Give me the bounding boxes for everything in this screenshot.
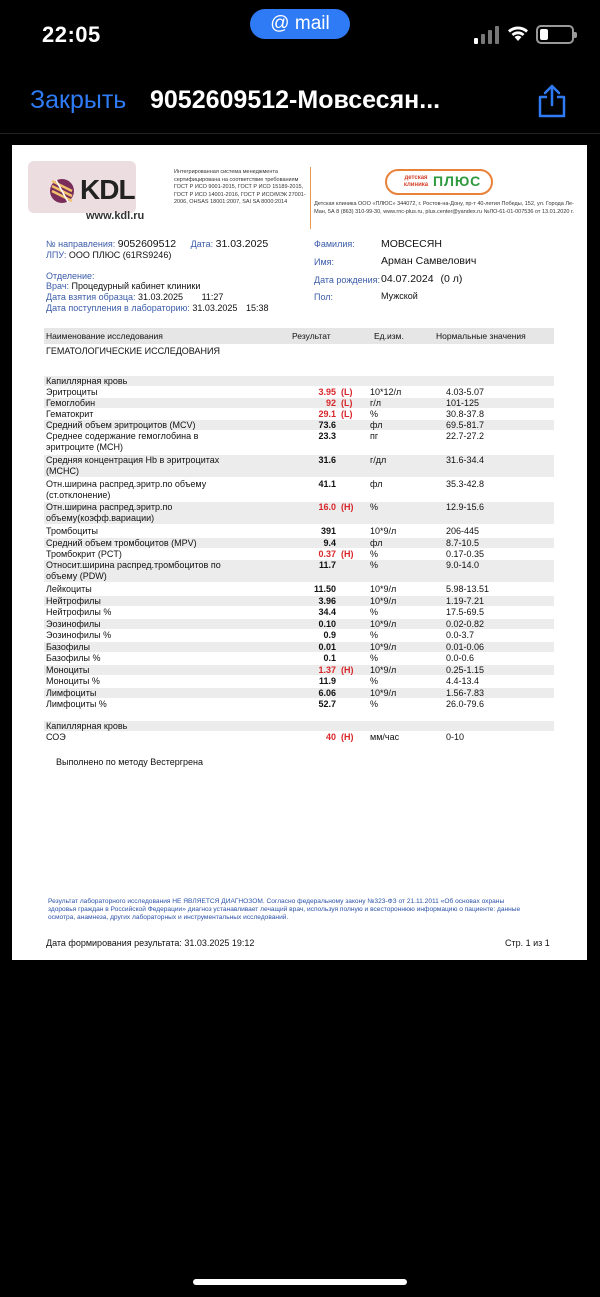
col-result: Результат	[292, 331, 331, 341]
test-name: Лимфоциты	[46, 688, 97, 698]
test-norm: 35.3-42.8	[446, 479, 485, 489]
table-row	[44, 607, 554, 617]
test-unit: 10*9/л	[370, 688, 397, 698]
table-row	[44, 398, 554, 408]
table-row	[44, 653, 554, 663]
table-row	[44, 387, 554, 397]
test-result: 0.10	[318, 619, 336, 629]
test-name: Базофилы %	[46, 653, 101, 663]
test-unit: %	[370, 676, 379, 686]
test-name: Гематокрит	[46, 409, 94, 419]
test-name: Гемоглобин	[46, 398, 96, 408]
referral-date: 31.03.2025	[215, 238, 269, 250]
test-result: 0.01	[318, 642, 336, 652]
test-unit: 10*9/л	[370, 526, 397, 536]
test-result: 23.3	[318, 431, 336, 441]
clinic-logo-big: ПЛЮС	[433, 173, 482, 189]
test-result: 29.1	[318, 409, 336, 419]
battery-icon	[536, 25, 574, 44]
kdl-logo-mark-icon	[48, 177, 76, 205]
test-unit: %	[370, 653, 379, 663]
test-flag: (H)	[341, 502, 354, 512]
dob-label: Дата рождения:	[314, 275, 380, 285]
col-norm: Нормальные значения	[436, 331, 526, 341]
sample-date-line: Дата взятия образца: 31.03.2025 11:27	[46, 292, 224, 302]
test-name: Эозинофилы %	[46, 630, 112, 640]
test-unit: %	[370, 607, 379, 617]
test-unit: 10*12/л	[370, 387, 402, 397]
test-norm: 206-445	[446, 526, 480, 536]
sex-label: Пол:	[314, 292, 334, 302]
clinic-logo-small: детская клиника	[403, 175, 429, 188]
test-norm: 0.01-0.06	[446, 642, 485, 652]
col-name: Наименование исследования	[46, 331, 163, 341]
test-unit: фл	[370, 479, 383, 489]
test-norm: 0.02-0.82	[446, 619, 485, 629]
name-label: Имя:	[314, 257, 335, 267]
test-name: Средняя концентрация Hb в эритроцитах (MCHC)	[46, 455, 220, 476]
table-row	[44, 502, 554, 524]
test-norm: 0.17-0.35	[446, 549, 485, 559]
test-result: 3.96	[318, 596, 336, 606]
test-norm: 9.0-14.0	[446, 560, 480, 570]
test-unit: фл	[370, 420, 383, 430]
test-result: 11.7	[318, 560, 336, 570]
test-name: Нейтрофилы	[46, 596, 101, 606]
test-unit: %	[370, 699, 379, 709]
mail-badge[interactable]: @ mail	[250, 9, 350, 39]
home-indicator[interactable]	[193, 1279, 407, 1285]
table-row	[44, 721, 554, 731]
test-unit: %	[370, 630, 379, 640]
table-row	[44, 619, 554, 629]
table-row	[44, 538, 554, 548]
test-norm: 8.7-10.5	[446, 538, 480, 548]
test-name: Нейтрофилы %	[46, 607, 112, 617]
test-name: Среднее содержание гемоглобина в эритроците (MCH)	[46, 431, 199, 452]
test-unit: г/дл	[370, 455, 387, 465]
close-button[interactable]: Закрыть	[30, 86, 127, 114]
test-name: Тромбокрит (PCT)	[46, 549, 122, 559]
test-norm: 1.19-7.21	[446, 596, 485, 606]
test-unit: 10*9/л	[370, 665, 397, 675]
test-name: Капиллярная кровь	[46, 376, 128, 386]
col-unit: Ед.изм.	[374, 331, 404, 341]
test-norm: 22.7-27.2	[446, 431, 485, 441]
share-icon[interactable]	[537, 84, 567, 118]
test-norm: 30.8-37.8	[446, 409, 485, 419]
table-row	[44, 420, 554, 430]
kdl-logo-text: KDL	[80, 174, 135, 205]
test-flag: (H)	[341, 549, 354, 559]
test-name: Относит.ширина распред.тромбоцитов по объему (PDW)	[46, 560, 221, 581]
test-unit: %	[370, 502, 379, 512]
test-unit: мм/час	[370, 732, 400, 742]
section-title: ГЕМАТОЛОГИЧЕСКИЕ ИССЛЕДОВАНИЯ	[46, 346, 220, 356]
test-unit: %	[370, 549, 379, 559]
test-unit: %	[370, 560, 379, 570]
test-name: Средний объем тромбоцитов (MPV)	[46, 538, 197, 548]
test-norm: 26.0-79.6	[446, 699, 485, 709]
status-time: 22:05	[42, 22, 101, 47]
table-row	[44, 376, 554, 386]
test-norm: 69.5-81.7	[446, 420, 485, 430]
document-title: 9052609512-Мовсесян...	[150, 86, 441, 114]
table-row	[44, 455, 554, 477]
test-norm: 4.4-13.4	[446, 676, 480, 686]
test-norm: 101-125	[446, 398, 480, 408]
test-name: СОЭ	[46, 732, 66, 742]
clinic-address: Детская клиника ООО «ПЛЮС» 344072, г. Ростов-на-Дону, пр-т 40-летия Победы, 152, ул. Города Ле-Ман, 5А 8 (863) 310-99-30, www.rnc-plus.ru, plus.center@yandex.ru №ЛО-61-01-007536 от 13.01.2020 г.	[314, 201, 574, 215]
test-result: 92	[325, 398, 336, 408]
lab-report-page	[12, 145, 587, 960]
test-unit: пг	[370, 431, 379, 441]
test-name: Отн.ширина распред.эритр.по объему (ст.отклонение)	[46, 479, 207, 500]
method-note: Выполнено по методу Вестергрена	[56, 757, 204, 767]
footer-page: Стр. 1 из 1	[505, 938, 550, 948]
patient-dob: 04.07.2024 (0 л)	[381, 273, 463, 285]
test-unit: 10*9/л	[370, 642, 397, 652]
test-norm: 12.9-15.6	[446, 502, 485, 512]
test-name: Средний объем эритроцитов (MCV)	[46, 420, 196, 430]
test-result: 0.37	[318, 549, 336, 559]
test-norm: 1.56-7.83	[446, 688, 485, 698]
test-result: 40	[325, 732, 336, 742]
patient-name: Арман Самвелович	[381, 255, 477, 267]
received-date-line: Дата поступления в лабораторию: 31.03.2025 15:38	[46, 303, 269, 313]
test-unit: %	[370, 409, 379, 419]
test-result: 16.0	[318, 502, 336, 512]
test-unit: 10*9/л	[370, 584, 397, 594]
test-norm: 0.0-3.7	[446, 630, 475, 640]
test-result: 9.4	[323, 538, 336, 548]
test-result: 391	[320, 526, 336, 536]
results-table-header	[44, 328, 554, 344]
test-result: 34.4	[318, 607, 336, 617]
test-result: 6.06	[318, 688, 336, 698]
test-result: 41.1	[318, 479, 336, 489]
test-unit: 10*9/л	[370, 596, 397, 606]
test-norm: 5.98-13.51	[446, 584, 490, 594]
test-unit: г/л	[370, 398, 382, 408]
doctor-line: Врач: Процедурный кабинет клиники	[46, 281, 201, 291]
test-norm: 17.5-69.5	[446, 607, 485, 617]
certification-text: Интегрированная система менеджмента сертифицирована на соответствие требованиям ГОСТ Р ИСО 9001-2015, ГОСТ Р ИСО 15189-2015, ГОСТ Р ИСО 14001-2016, ГОСТ Р ИСО/МЭК 27001-2006, OHSAS 18001:2007, SAI SA 8000:2014	[174, 169, 306, 205]
table-row	[44, 549, 554, 559]
test-name: Лимфоциты %	[46, 699, 107, 709]
test-result: 0.9	[323, 630, 336, 640]
test-result: 1.37	[318, 665, 336, 675]
table-row	[44, 584, 554, 594]
test-result: 31.6	[318, 455, 336, 465]
cellular-signal-icon	[474, 26, 500, 44]
test-flag: (H)	[341, 665, 354, 675]
test-name: Отн.ширина распред.эритр.по объему(коэфф.вариации)	[46, 502, 173, 523]
patient-sex: Мужской	[381, 291, 418, 301]
nav-bar	[0, 70, 600, 134]
disclaimer: Результат лабораторного исследования НЕ ЯВЛЯЕТСЯ ДИАГНОЗОМ. Согласно федеральному закону №323-ФЗ от 21.11.2011 «Об основах охраны здоровья граждан в Российской Федерации» диагноз устанавливает лечащий врач, используя полную и всестороннюю информацию о пациенте: данные осмотра, анамнеза, других лабораторных и инструментальных исследований.	[48, 898, 521, 921]
test-result: 0.1	[323, 653, 336, 663]
test-result: 73.6	[318, 420, 336, 430]
surname-label: Фамилия:	[314, 239, 355, 249]
test-result: 52.7	[318, 699, 336, 709]
test-name: Эритроциты	[46, 387, 98, 397]
patient-surname: МОВСЕСЯН	[381, 238, 442, 250]
table-row	[44, 431, 554, 453]
table-row	[44, 409, 554, 419]
test-result: 11.50	[313, 584, 336, 594]
table-row	[44, 676, 554, 686]
test-norm: 0.25-1.15	[446, 665, 485, 675]
test-result: 11.9	[318, 676, 336, 686]
test-name: Капиллярная кровь	[46, 721, 128, 731]
test-flag: (H)	[341, 732, 354, 742]
test-name: Лейкоциты	[46, 584, 92, 594]
table-row	[44, 526, 554, 536]
wifi-icon	[507, 24, 529, 42]
clinic-logo	[385, 169, 493, 195]
lab-url: www.kdl.ru	[86, 210, 145, 222]
test-name: Тромбоциты	[46, 526, 99, 536]
test-unit: фл	[370, 538, 383, 548]
table-row	[44, 560, 554, 582]
test-result: 3.95	[318, 387, 336, 397]
status-bar	[0, 0, 600, 70]
test-norm: 31.6-34.4	[446, 455, 485, 465]
test-name: Эозинофилы	[46, 619, 101, 629]
referral-number: 9052609512	[117, 238, 177, 250]
header-divider	[310, 167, 311, 229]
test-flag: (L)	[341, 409, 353, 419]
table-row	[44, 688, 554, 698]
footer-date: Дата формирования результата: 31.03.2025 19:12	[46, 938, 255, 948]
test-flag: (L)	[341, 398, 353, 408]
table-row	[44, 596, 554, 606]
table-row	[44, 642, 554, 652]
test-unit: 10*9/л	[370, 619, 397, 629]
test-norm: 4.03-5.07	[446, 387, 485, 397]
test-name: Моноциты %	[46, 676, 100, 686]
table-row	[44, 479, 554, 501]
test-norm: 0-10	[446, 732, 465, 742]
test-name: Моноциты	[46, 665, 90, 675]
lpu-line: ЛПУ: ООО ПЛЮС (61RS9246)	[46, 250, 172, 260]
referral-line: № направления: 9052609512 Дата: 31.03.2025	[46, 238, 269, 250]
test-flag: (L)	[341, 387, 353, 397]
department-label: Отделение:	[46, 271, 95, 281]
table-row	[44, 630, 554, 640]
test-norm: 0.0-0.6	[446, 653, 475, 663]
table-row	[44, 665, 554, 675]
test-name: Базофилы	[46, 642, 90, 652]
table-row	[44, 732, 554, 742]
table-row	[44, 699, 554, 709]
